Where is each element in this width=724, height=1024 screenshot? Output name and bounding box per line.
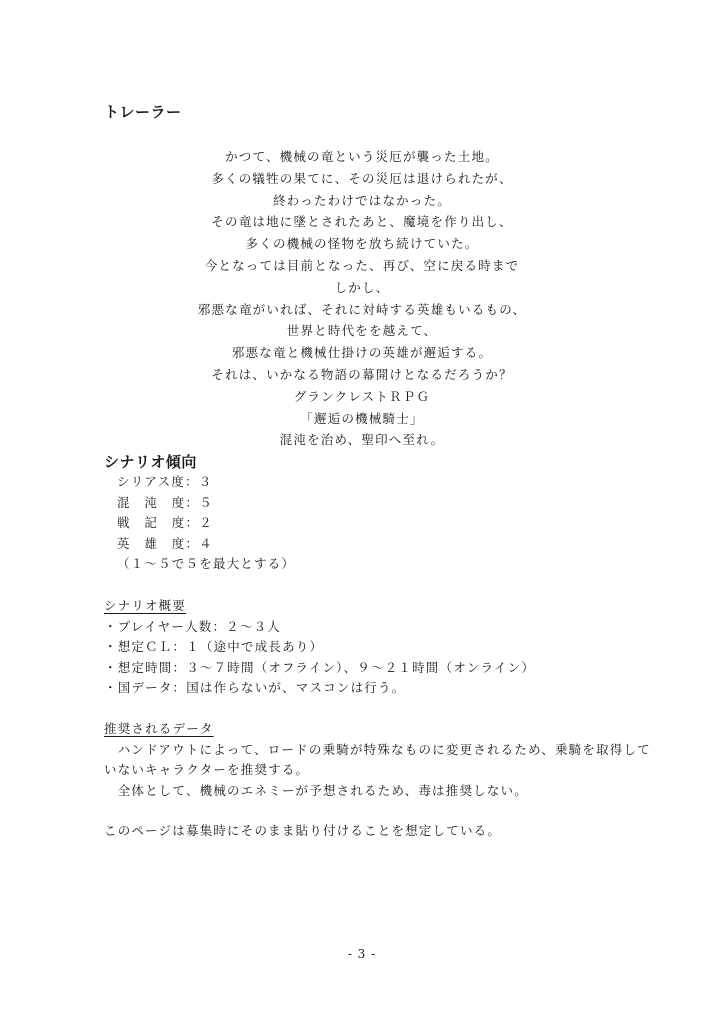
trailer-line: しかし、 [334, 279, 390, 295]
trailer-line: 多くの機械の怪物を放ち続けていた。 [245, 236, 479, 252]
trailer-text [104, 146, 620, 451]
trailer-line: かつて、機械の竜という災厄が襲った土地。 [225, 149, 499, 164]
recommended-heading: 推奨されるデータ [104, 721, 214, 736]
footer-note: このページは募集時にそのまま貼り付けることを想定している。 [104, 823, 502, 838]
tendency-item: 混 沌 度：５ [117, 494, 213, 510]
trailer-line: グランクレストＲＰＧ [293, 388, 431, 404]
trailer-line: 今となっては目前となった、再び、空に戻る時まで [204, 257, 520, 273]
footer-note-section [104, 821, 644, 842]
page-number: - 3 - [347, 947, 377, 961]
trailer-line: 多くの犠牲の果てに、その災厄は退けられたが、 [211, 170, 513, 186]
tendency-item: シリアス度：３ [117, 474, 213, 489]
tendency-item: 英 雄 度：４ [117, 535, 213, 551]
recommended-section [104, 719, 651, 801]
tendency-heading: シナリオ傾向 [104, 453, 197, 471]
trailer-line: その竜は地に墜とされたあと、魔境を作り出し、 [211, 214, 513, 230]
recommended-line: ハンドアウトによって、ロードの乗騎が特殊なものに変更されるため、乗騎を取得して [104, 741, 651, 757]
tendency-item: 戦 記 度：２ [117, 515, 213, 530]
trailer-heading: トレーラー [104, 103, 182, 121]
trailer-line: 世界と時代をを越えて、 [286, 323, 438, 339]
overview-item: ・想定ＣＬ：１（途中で成長あり） [104, 639, 324, 654]
tendency-note: （１～５で５を最大とする） [117, 556, 296, 571]
overview-item: ・想定時間：３～７時間（オフライン）、９～２１時間（オンライン） [104, 659, 536, 675]
overview-heading: シナリオ概要 [104, 598, 187, 613]
recommended-line: 全体として、機械のエネミーが予想されるため、毒は推奨しない。 [104, 782, 528, 798]
trailer-line: 「邂逅の機械騎士」 [300, 410, 424, 426]
trailer-line: 混沌を治め、聖印へ至れ。 [279, 432, 445, 448]
recommended-line: いないキャラクターを推奨する。 [104, 762, 310, 777]
trailer-line: 終わったわけではなかった。 [273, 192, 451, 208]
trailer-line: それは、いかなる物語の幕開けとなるだろうか？ [211, 366, 513, 382]
overview-item: ・プレイヤー人数：２～３人 [104, 618, 281, 634]
trailer-line: 邪悪な竜がいれば、それに対峙する英雄もいるもの、 [197, 301, 527, 317]
tendency-list [104, 472, 644, 575]
overview-section [104, 596, 644, 699]
overview-item: ・国データ：国は作らないが、マスコンは行う。 [104, 680, 406, 695]
trailer-line: 邪悪な竜と機械仕掛けの英雄が邂逅する。 [231, 345, 493, 361]
